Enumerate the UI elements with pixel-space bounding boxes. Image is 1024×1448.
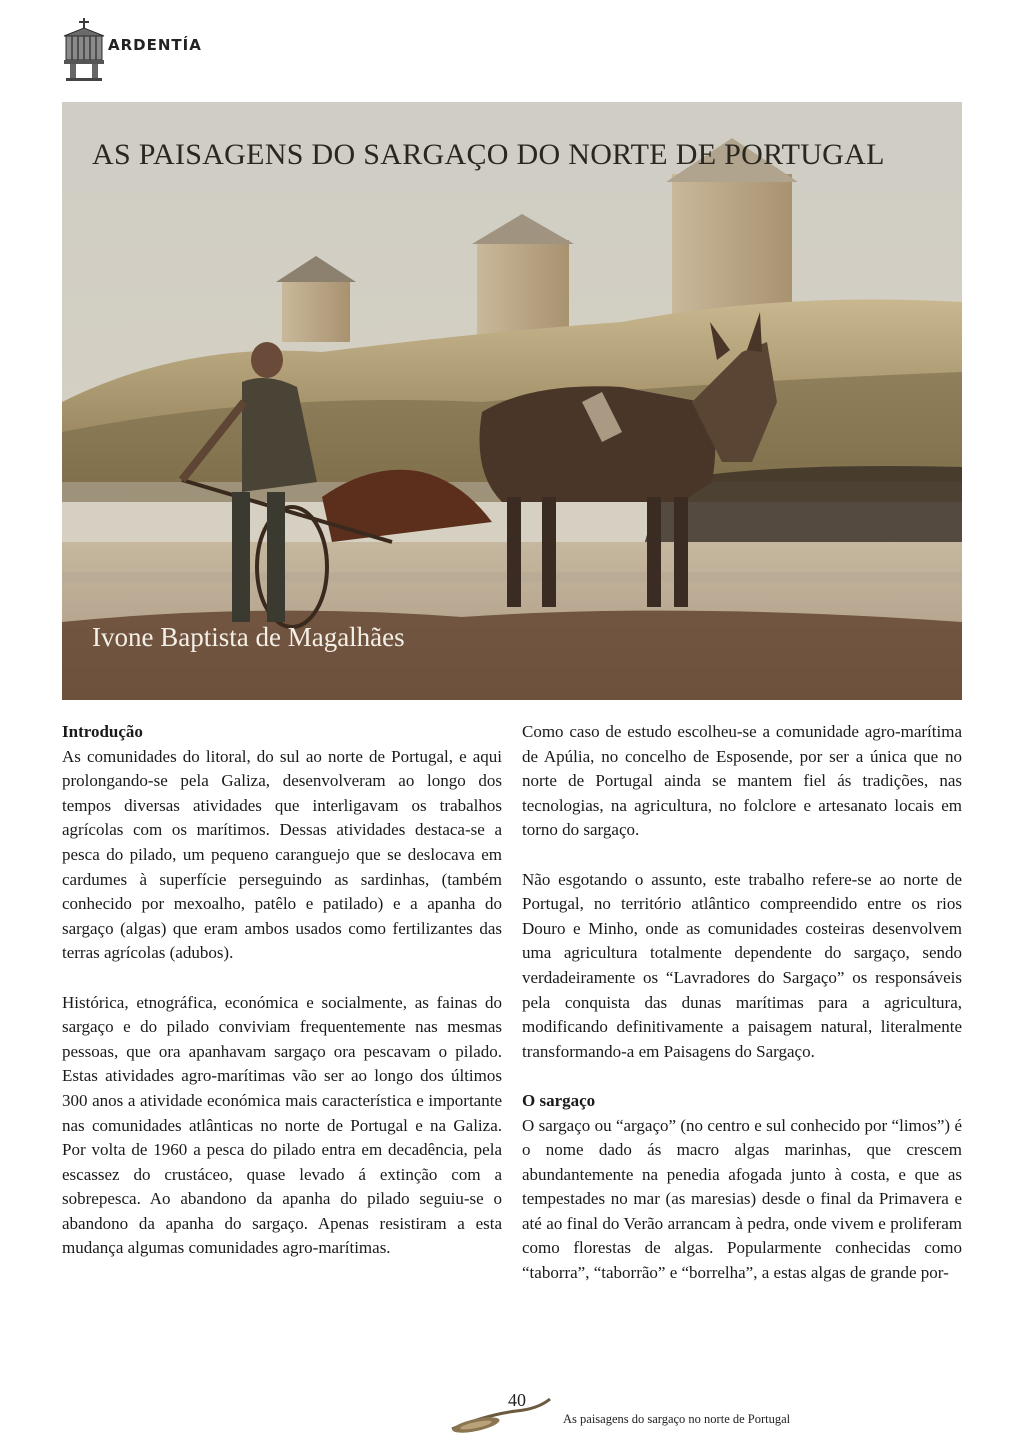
sargaco-photo	[62, 102, 962, 700]
intro-paragraph: Não esgotando o assunto, este trabalho refere-se ao norte de Portugal, no território atlântico compreendido entre os rios Douro e Minho, onde as comunidades costeiras desenvolvem uma agricultura totalmente dependente do sargaço, sendo verdadeiramente os “Lavradores do Sargaço” os responsáveis pela conquista das dunas marítimas para a agricultura, modificando definitivamente a paisagem natural, literalmente transformando-a em Paisagens do Sargaço.	[522, 869, 962, 1061]
espigueiro-granary-icon	[58, 16, 110, 82]
sargaco-heading: O sargaço	[522, 1090, 596, 1110]
article-title: AS PAISAGENS DO SARGAÇO DO NORTE DE PORTUGAL	[92, 138, 885, 171]
right-column	[522, 720, 962, 1286]
page-number: 40	[508, 1390, 526, 1410]
article-author: Ivone Baptista de Magalhães	[92, 622, 405, 652]
page-header	[58, 16, 358, 86]
running-footer-title: As paisagens do sargaço no norte de Portugal	[563, 1412, 791, 1426]
intro-paragraph: Como caso de estudo escolheu-se a comunidade agro-marítima de Apúlia, no concelho de Esposende, por ser a única que no norte de Portugal ainda se mantem fiel ás tradições, nas tecnologias, na agricultura, no folclore e artesanato locais em torno do sargaço.	[522, 722, 962, 840]
magazine-name: ARDENTÍA	[108, 36, 202, 54]
intro-paragraph: Histórica, etnográfica, económica e socialmente, as fainas do sargaço e do pilado conviviam frequentemente nas mesmas pessoas, que ora apanhavam sargaço ora pescavam o pilado. Estas atividades agro-marítimas vão ser ao longo dos últimos 300 anos a atividade económica mais característica e importante nas comunidades atlânticas no norte de Portugal e na Galiza. Por volta de 1960 a pesca do pilado entra em decadência, pela escassez do crustáceo, quase levado á extinção com a sobrepesca. Ao abandono da apanha do pilado seguiu-se o abandono da apanha do sargaço. Apenas resistiram a esta mudança algumas comunidades agro-marítimas.	[62, 992, 502, 1258]
intro-heading: Introdução	[62, 722, 143, 741]
intro-paragraph: As comunidades do litoral, do sul ao norte de Portugal, e aqui prolongando-se pela Galiza, desenvolveram ao longo dos tempos diversas atividades que interligavam os trabalhos agrícolas com os marítimos. Dessas atividades destaca-se a pesca do pilado, um pequeno caranguejo que se deslocava em cardumes à superfície perseguindo as sardinhas, (também conhecido por mexoalho, patêlo e patilado) e a apanha do sargaço (algas) que eram ambos usados como fertilizantes das terras agrícolas (adubos).	[62, 746, 502, 963]
sargaco-paragraph: O sargaço ou “argaço” (no centro e sul conhecido por “limos”) é o nome dado ás macro algas marinhas, que crescem abundantemente na penedia afogada junto à costa, e que as tempestades no mar (as maresias) desde o final da Primavera e até ao final do Verão arrancam à pedra, onde vivem e proliferam como florestas de algas. Popularmente conhecidas como “taborra”, “taborrão” e “borrelha”, a estas algas de grande por-	[522, 1115, 962, 1283]
left-column	[62, 720, 502, 1261]
sargaco-section	[522, 1089, 962, 1286]
hero-photo	[62, 102, 962, 700]
